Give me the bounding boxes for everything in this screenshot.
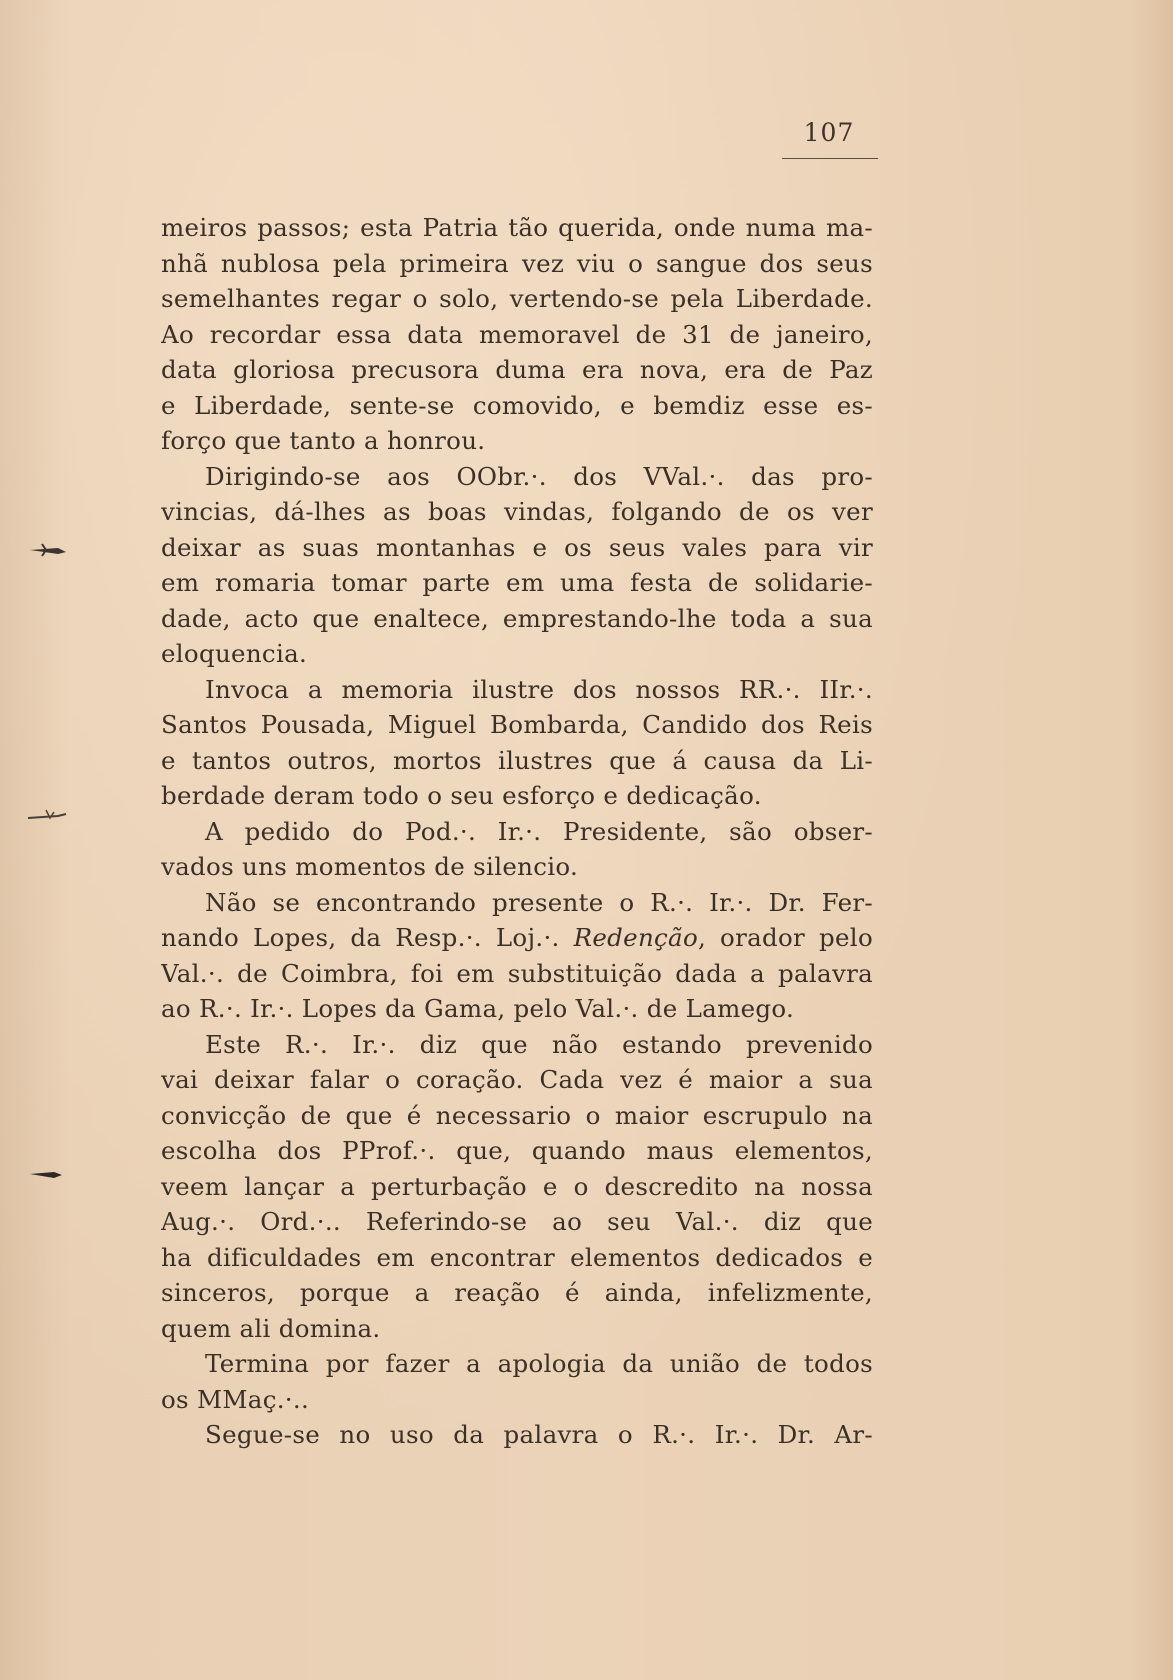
text-segment: nando Lopes, da Resp.·. Loj.·. bbox=[161, 923, 574, 952]
text-line: Aug.·. Ord.·.. Referindo-se ao seu Val.·. diz que bbox=[161, 1207, 873, 1236]
text-line: Santos Pousada, Miguel Bombarda, Candido dos Reis bbox=[161, 710, 873, 739]
text-line: vai deixar falar o coração. Cada vez é maior a sua bbox=[161, 1065, 873, 1094]
text-line: Val.·. de Coimbra, foi em substituição dada a palavra bbox=[161, 958, 873, 988]
text-line: em romaria tomar parte em uma festa de solidarie- bbox=[161, 568, 873, 597]
binding-mark-icon bbox=[28, 1164, 68, 1184]
body-text bbox=[161, 210, 873, 1453]
text-line: Termina por fazer a apologia da união de todos bbox=[205, 1349, 873, 1378]
text-line: nhã nublosa pela primeira vez viu o sangue dos seus bbox=[161, 248, 873, 278]
text-line: e Liberdade, sente-se comovido, e bemdiz esse es- bbox=[161, 390, 873, 420]
text-line: Invoca a memoria ilustre dos nossos RR.·. IIr.·. bbox=[205, 674, 873, 704]
text-line: ha dificuldades em encontrar elementos dedicados e bbox=[161, 1242, 873, 1272]
page-number-rule bbox=[782, 158, 878, 159]
text-line: escolha dos PProf.·. que, quando maus elementos, bbox=[161, 1136, 873, 1165]
text-line: data gloriosa precusora duma era nova, era de Paz bbox=[161, 355, 873, 384]
text-line: Ao recordar essa data memoravel de 31 de janeiro, bbox=[161, 319, 873, 349]
text-line: Não se encontrando presente o R.·. Ir.·. Dr. Fer- bbox=[205, 887, 873, 917]
text-segment: , orador pelo bbox=[698, 923, 873, 952]
text-line: meiros passos; esta Patria tão querida, onde numa ma- bbox=[161, 213, 873, 242]
text-line: Segue-se no uso da palavra o R.·. Ir.·. Dr. Ar- bbox=[205, 1420, 873, 1449]
text-line: forço que tanto a honrou. bbox=[161, 426, 486, 455]
text-line: e tantos outros, mortos ilustres que á causa da Li- bbox=[161, 745, 873, 775]
text-line: Dirigindo-se aos OObr.·. dos VVal.·. das pro- bbox=[205, 461, 873, 491]
text-line: convicção de que é necessario o maior escrupulo na bbox=[161, 1100, 873, 1130]
text-line: vincias, dá-lhes as boas vindas, folgando de os ver bbox=[161, 497, 873, 526]
text-line: A pedido do Pod.·. Ir.·. Presidente, são obser- bbox=[205, 816, 873, 846]
text-line: vados uns momentos de silencio. bbox=[161, 852, 579, 881]
text-line: veem lançar a perturbação e o descredito na nossa bbox=[161, 1171, 873, 1201]
lodge-name: Redenção bbox=[573, 923, 698, 952]
text-line: deixar as suas montanhas e os seus vales para vir bbox=[161, 532, 873, 562]
text-line: ao R.·. Ir.·. Lopes da Gama, pelo Val.·. de Lamego. bbox=[161, 994, 795, 1023]
text-line: eloquencia. bbox=[161, 639, 308, 668]
text-line: Este R.·. Ir.·. diz que não estando prevenido bbox=[205, 1029, 873, 1059]
binding-mark-icon bbox=[28, 806, 68, 826]
text-line: dade, acto que enaltece, emprestando-lhe toda a sua bbox=[161, 603, 873, 633]
text-line: semelhantes regar o solo, vertendo-se pela Liberdade. bbox=[161, 284, 873, 313]
text-line bbox=[161, 920, 873, 956]
text-line: berdade deram todo o seu esforço e dedicação. bbox=[161, 781, 762, 810]
text-line: quem ali domina. bbox=[161, 1313, 381, 1343]
text-line: os MMaç.·.. bbox=[161, 1384, 310, 1414]
text-line: sinceros, porque a reação é ainda, infelizmente, bbox=[161, 1278, 873, 1307]
page-number: 107 bbox=[803, 118, 855, 147]
binding-mark-icon bbox=[28, 540, 68, 560]
